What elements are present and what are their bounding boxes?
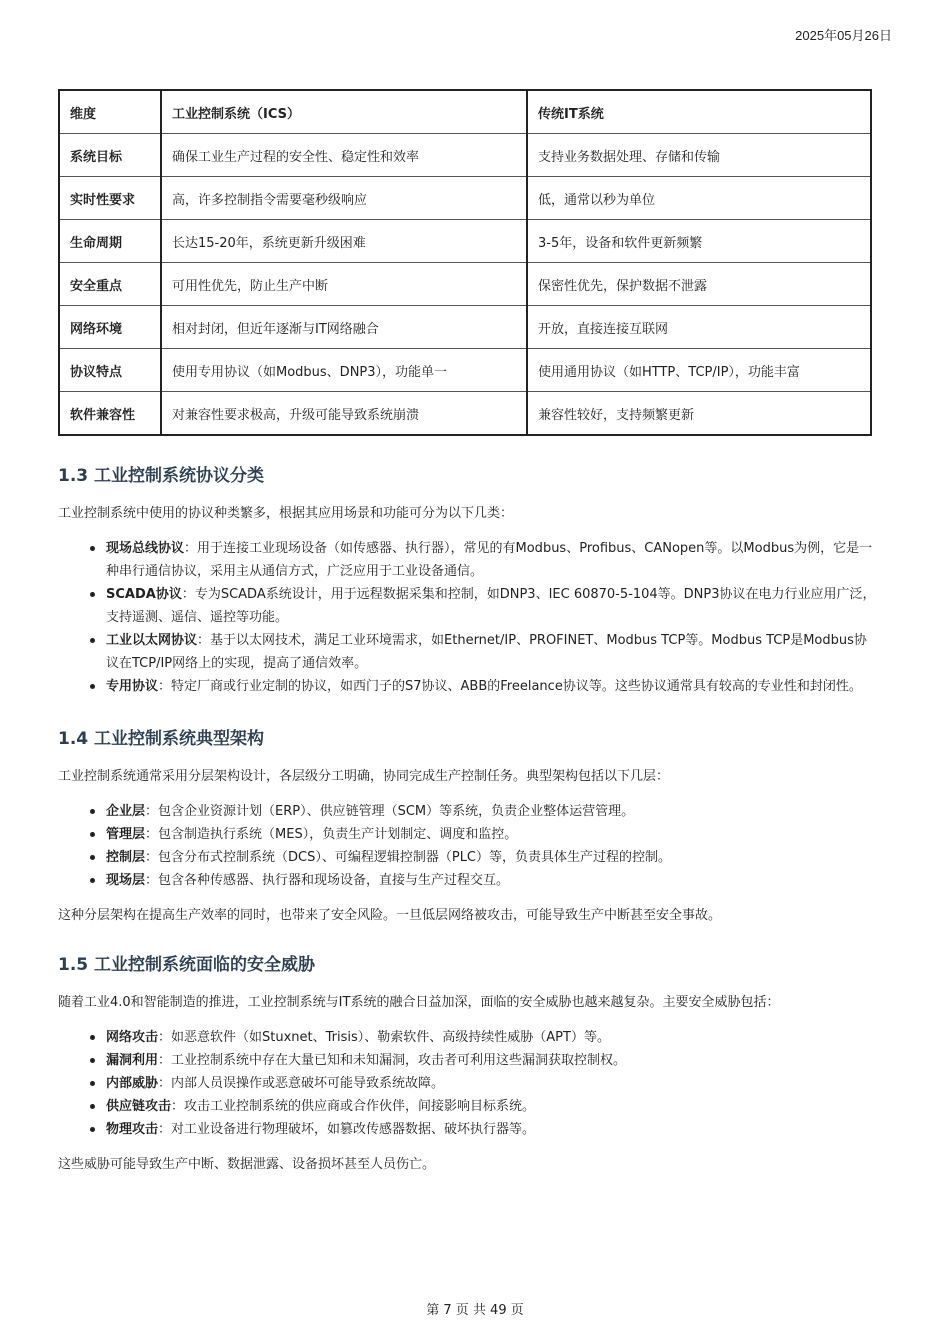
header-dimension: 维度 [59,90,161,134]
table-row [59,306,871,349]
list-item [106,629,878,675]
row-ics-value: 高，许多控制指令需要毫秒级响应 [161,177,527,220]
list-item [106,823,878,846]
bullet-list [58,1026,878,1141]
section-conclusion: 这些威胁可能导致生产中断、数据泄露、设备损坏甚至人员伤亡。 [58,1157,436,1172]
table-row [59,220,871,263]
row-it-value: 开放，直接连接互联网 [527,306,871,349]
row-it-value: 使用通用协议（如HTTP、TCP/IP），功能丰富 [527,349,871,392]
list-item [106,846,878,869]
section-heading: 1.4 工业控制系统典型架构 [58,729,265,749]
document-body [58,462,878,1176]
ics-vs-it-comparison-table [58,89,872,436]
table-row [59,392,871,436]
list-item-term: 管理层 [106,827,146,842]
list-item-text: ：特定厂商或行业定制的协议，如西门子的S7协议、ABB的Freelance协议等。这些协议通常具有较高的专业性和封闭性。 [158,679,862,694]
table-row [59,134,871,177]
row-ics-value: 使用专用协议（如Modbus、DNP3），功能单一 [161,349,527,392]
header-it: 传统IT系统 [527,90,871,134]
list-item [106,583,878,629]
list-item-text: ：攻击工业控制系统的供应商或合作伙伴，间接影响目标系统。 [171,1099,536,1114]
list-item-term: 工业以太网协议 [106,633,198,648]
list-item [106,800,878,823]
list-item-text: ：包含制造执行系统（MES），负责生产计划制定、调度和监控。 [145,827,518,842]
list-item [106,675,878,698]
section-intro: 随着工业4.0和智能制造的推进，工业控制系统与IT系统的融合日益加深，面临的安全威胁也越来越复杂。主要安全威胁包括： [58,995,780,1010]
list-item-text: ：包含分布式控制系统（DCS）、可编程逻辑控制器（PLC）等，负责具体生产过程的控制。 [145,850,672,865]
header-ics: 工业控制系统（ICS） [161,90,527,134]
section [58,725,878,927]
row-dimension: 安全重点 [59,263,161,306]
table-row [59,263,871,306]
table-header-row [59,90,871,134]
row-it-value: 低，通常以秒为单位 [527,177,871,220]
section [58,951,878,1176]
list-item-text: ：专为SCADA系统设计，用于远程数据采集和控制，如DNP3、IEC 60870-5-104等。DNP3协议在电力行业应用广泛，支持遥测、遥信、遥控等功能。 [106,587,876,625]
section-conclusion: 这种分层架构在提高生产效率的同时，也带来了安全风险。一旦低层网络被攻击，可能导致生产中断甚至安全事故。 [58,908,722,923]
row-dimension: 软件兼容性 [59,392,161,436]
section-intro: 工业控制系统中使用的协议种类繁多，根据其应用场景和功能可分为以下几类： [58,506,514,521]
list-item-text: ：包含各种传感器、执行器和现场设备，直接与生产过程交互。 [145,873,510,888]
list-item [106,537,878,583]
list-item-term: 漏洞利用 [106,1053,159,1068]
list-item-term: 网络攻击 [106,1030,159,1045]
section-heading: 1.3 工业控制系统协议分类 [58,466,265,486]
page-number: 第 7 页 共 49 页 [426,1303,524,1318]
list-item-text: ：如恶意软件（如Stuxnet、Trisis）、勒索软件、高级持续性威胁（APT）等。 [158,1030,610,1045]
list-item-term: 现场层 [106,873,146,888]
bullet-list [58,537,878,698]
row-it-value: 兼容性较好，支持频繁更新 [527,392,871,436]
list-item [106,1118,878,1141]
row-it-value: 3-5年，设备和软件更新频繁 [527,220,871,263]
row-dimension: 实时性要求 [59,177,161,220]
list-item-term: 现场总线协议 [106,541,185,556]
list-item-term: 供应链攻击 [106,1099,172,1114]
section-intro: 工业控制系统通常采用分层架构设计，各层级分工明确，协同完成生产控制任务。典型架构包括以下几层： [58,769,670,784]
list-item-term: 物理攻击 [106,1122,159,1137]
row-dimension: 系统目标 [59,134,161,177]
row-dimension: 生命周期 [59,220,161,263]
section [58,462,878,698]
list-item [106,869,878,892]
list-item-term: SCADA协议 [106,587,182,602]
row-dimension: 网络环境 [59,306,161,349]
row-it-value: 保密性优先，保护数据不泄露 [527,263,871,306]
row-ics-value: 确保工业生产过程的安全性、稳定性和效率 [161,134,527,177]
list-item [106,1026,878,1049]
list-item-term: 专用协议 [106,679,159,694]
row-ics-value: 对兼容性要求极高，升级可能导致系统崩溃 [161,392,527,436]
list-item-text: ：内部人员误操作或恶意破坏可能导致系统故障。 [158,1076,445,1091]
list-item [106,1072,878,1095]
list-item-text: ：对工业设备进行物理破坏，如篡改传感器数据、破坏执行器等。 [158,1122,536,1137]
table-row [59,177,871,220]
table-row [59,349,871,392]
bullet-list [58,800,878,892]
row-it-value: 支持业务数据处理、存储和传输 [527,134,871,177]
row-ics-value: 相对封闭，但近年逐渐与IT网络融合 [161,306,527,349]
row-dimension: 协议特点 [59,349,161,392]
list-item-term: 控制层 [106,850,146,865]
list-item [106,1049,878,1072]
list-item-text: ：包含企业资源计划（ERP）、供应链管理（SCM）等系统，负责企业整体运营管理。 [145,804,635,819]
document-date: 2025年05月26日 [795,28,892,43]
list-item-term: 内部威胁 [106,1076,159,1091]
list-item-text: ：用于连接工业现场设备（如传感器、执行器），常见的有Modbus、Profibus、CANopen等。以Modbus为例，它是一种串行通信协议，采用主从通信方式，广泛应用于工业设备通信。 [106,541,873,579]
row-ics-value: 长达15-20年，系统更新升级困难 [161,220,527,263]
list-item-term: 企业层 [106,804,146,819]
section-heading: 1.5 工业控制系统面临的安全威胁 [58,955,316,975]
list-item-text: ：工业控制系统中存在大量已知和未知漏洞，攻击者可利用这些漏洞获取控制权。 [158,1053,627,1068]
list-item-text: ：基于以太网技术，满足工业环境需求，如Ethernet/IP、PROFINET、Modbus TCP等。Modbus TCP是Modbus协议在TCP/IP网络上的实现，提高了通信效率。 [106,633,867,671]
row-ics-value: 可用性优先，防止生产中断 [161,263,527,306]
list-item [106,1095,878,1118]
